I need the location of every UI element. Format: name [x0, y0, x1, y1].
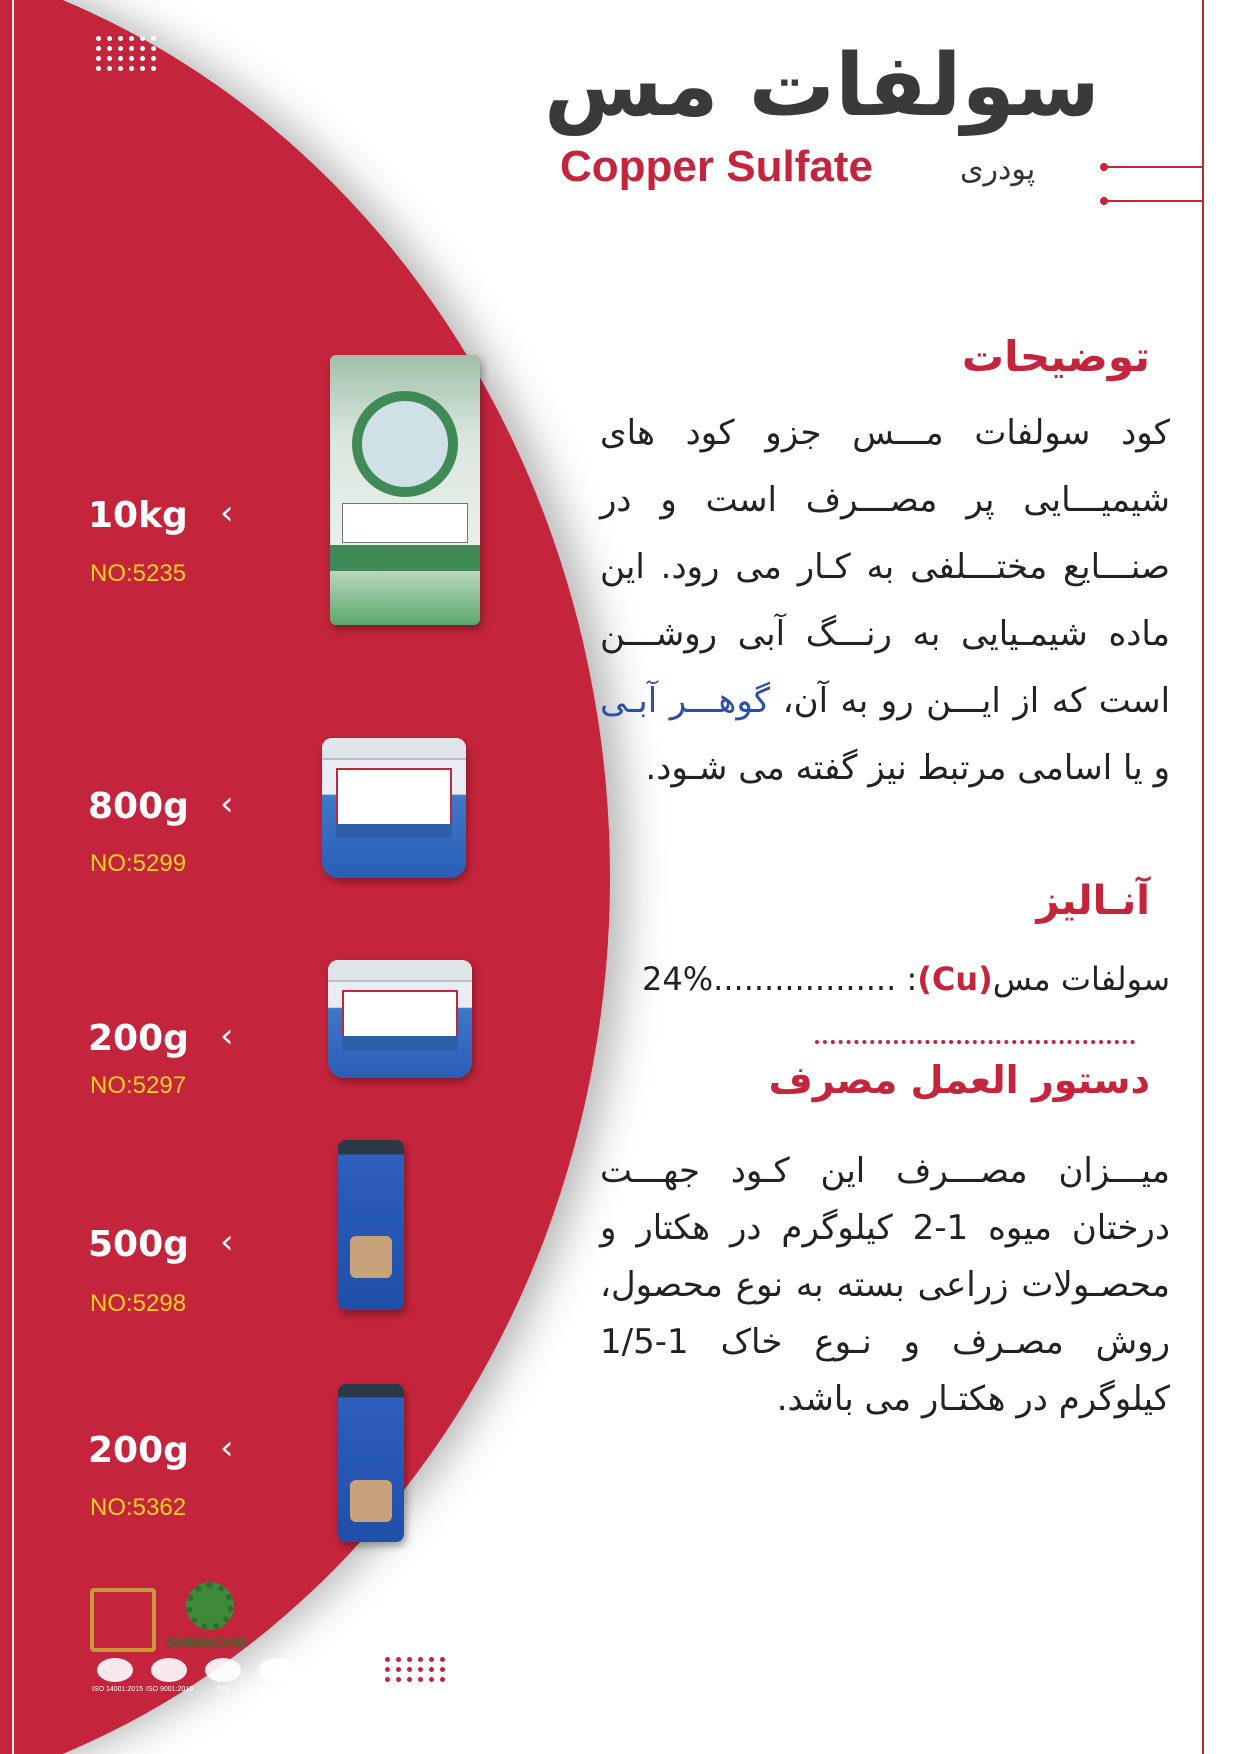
certification-badge: IMS	[200, 1658, 246, 1704]
analysis-heading: آنـالیز	[1036, 878, 1150, 924]
product-code: NO:5235	[90, 560, 187, 587]
chevron-left-icon: ‹	[220, 784, 234, 824]
gear-logo-icon	[186, 1582, 234, 1630]
section-divider	[815, 1040, 1135, 1044]
chevron-left-icon: ‹	[220, 1016, 234, 1056]
company-name: SHIMIKOOD	[166, 1634, 247, 1650]
bucket-image	[328, 960, 472, 1078]
product-code: NO:5297	[90, 1072, 187, 1099]
description-heading: توضیحات	[961, 332, 1150, 381]
bag-image	[330, 355, 480, 625]
description-text	[600, 400, 1170, 802]
product-code: NO:5362	[90, 1494, 187, 1521]
decorative-dots-top	[96, 36, 157, 71]
product-item	[0, 1140, 480, 1320]
product-form-label: پودری	[960, 152, 1036, 187]
jar-image	[338, 1384, 404, 1542]
analysis-value: : ..................24%	[642, 960, 918, 998]
description-highlight: گوهـــر آبـی	[600, 681, 771, 721]
right-vertical-line	[1202, 0, 1204, 1754]
product-item	[0, 1384, 480, 1554]
chevron-left-icon: ‹	[220, 1222, 234, 1262]
subtitle-connector-lower	[1104, 200, 1204, 202]
product-weight: 500g	[88, 1224, 189, 1265]
usage-text: میـــزان مصـــرف این کـود جهـــت درختان میوه 1-2 کیلوگرم در هکتار و محصـولات زراعی بسته به نوع محصول، روش مصـرف و نـوع خاک 1-1/5 کیلوگرم در هکتـار می باشد.	[600, 1151, 1170, 1419]
certification-badge: ISO 45001:2018	[254, 1658, 300, 1704]
product-weight: 10kg	[88, 495, 188, 536]
analysis-row	[590, 960, 1170, 998]
description-text-start: کود سولفات مـــس جزو کود های شیمیـــایی پر مصـــرف است و در صنـــایع مختـــلفی به کـار می رود. این ماده شیمـیایی به رنـــگ آبی روشـــن است که از ایـــن رو به آن،	[600, 413, 1171, 721]
page-title: سولفات مس	[543, 36, 1100, 136]
product-code: NO:5298	[90, 1290, 187, 1317]
analysis-label: سولفات مس	[992, 960, 1170, 998]
product-item	[0, 738, 480, 888]
jar-image	[338, 1140, 404, 1310]
analysis-formula: (Cu)	[917, 960, 993, 998]
description-text-end: و یا اسامی مرتبط نیز گفته می شـود.	[645, 748, 1170, 788]
bucket-image	[322, 738, 466, 878]
product-code: NO:5299	[90, 850, 187, 877]
product-item	[0, 355, 480, 625]
subtitle-connector	[1104, 166, 1204, 168]
certification-badge: ISO 9001:2015	[146, 1658, 192, 1704]
certification-badge: ISO 14001:2015	[92, 1658, 138, 1704]
product-weight: 200g	[88, 1018, 189, 1059]
product-item	[0, 960, 480, 1099]
decorative-dots-bottom	[385, 1657, 446, 1682]
chevron-left-icon: ‹	[220, 1428, 234, 1468]
certification-logos	[92, 1658, 305, 1704]
product-weight: 200g	[88, 1430, 189, 1471]
chevron-left-icon: ‹	[220, 493, 234, 533]
brand-logo	[90, 1588, 156, 1652]
page-title-english: Copper Sulfate	[560, 142, 873, 191]
product-weight: 800g	[88, 786, 189, 827]
usage-heading: دستور العمل مصرف	[768, 1058, 1150, 1102]
